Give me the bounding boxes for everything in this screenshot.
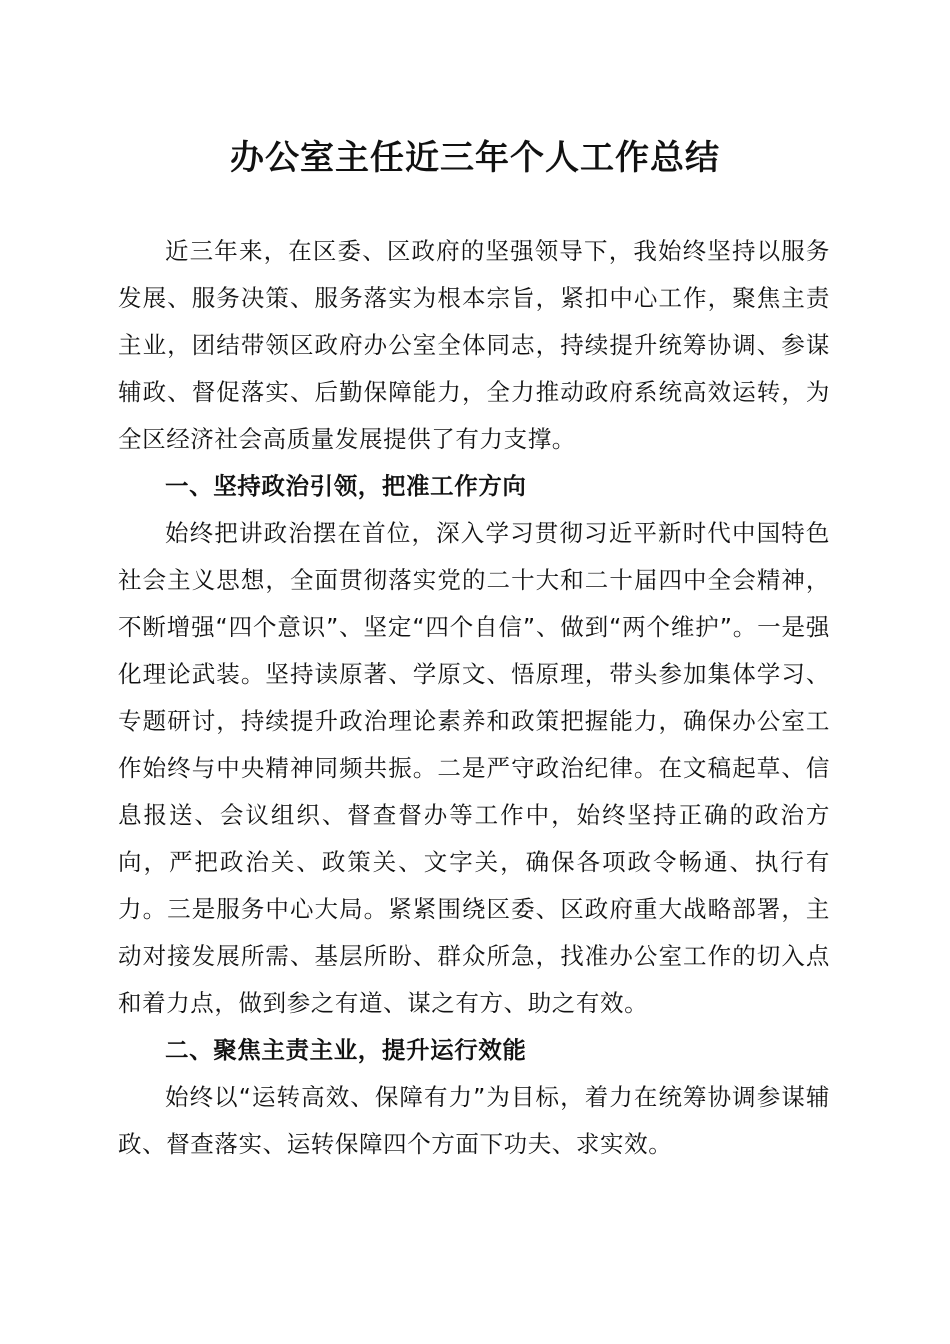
section-1-paragraph: 始终把讲政治摆在首位，深入学习贯彻习近平新时代中国特色社会主义思想，全面贯彻落实党的二十大和二十届四中全会精神，不断增强“四个意识”、坚定“四个自信”、做到“两个维护”。一是强化理论武装。坚持读原著、学原文、悟原理，带头参加集体学习、专题研讨，持续提升政治理论素养和政策把握能力，确保办公室工作始终与中央精神同频共振。二是严守政治纪律。在文稿起草、信息报送、会议组织、督查督办等工作中，始终坚持正确的政治方向，严把政治关、政策关、文字关，确保各项政令畅通、执行有力。三是服务中心大局。紧紧围绕区委、区政府重大战略部署，主动对接发展所需、基层所盼、群众所急，找准办公室工作的切入点和着力点，做到参之有道、谋之有方、助之有效。 [118,519,830,1017]
section-2-heading: 二、聚焦主责主业，提升运行效能 [165,1036,527,1064]
document-body [118,228,830,1168]
section-2-paragraph: 始终以“运转高效、保障有力”为目标，着力在统筹协调参谋辅政、督查落实、运转保障四个方面下功夫、求实效。 [118,1083,830,1158]
document-title: 办公室主任近三年个人工作总结 [230,138,720,178]
intro-paragraph: 近三年来，在区委、区政府的坚强领导下，我始终坚持以服务发展、服务决策、服务落实为根本宗旨，紧扣中心工作，聚焦主责主业，团结带领区政府办公室全体同志，持续提升统筹协调、参谋辅政、督促落实、后勤保障能力，全力推动政府系统高效运转，为全区经济社会高质量发展提供了有力支撑。 [118,237,830,453]
section-1-heading: 一、坚持政治引领，把准工作方向 [165,472,527,500]
